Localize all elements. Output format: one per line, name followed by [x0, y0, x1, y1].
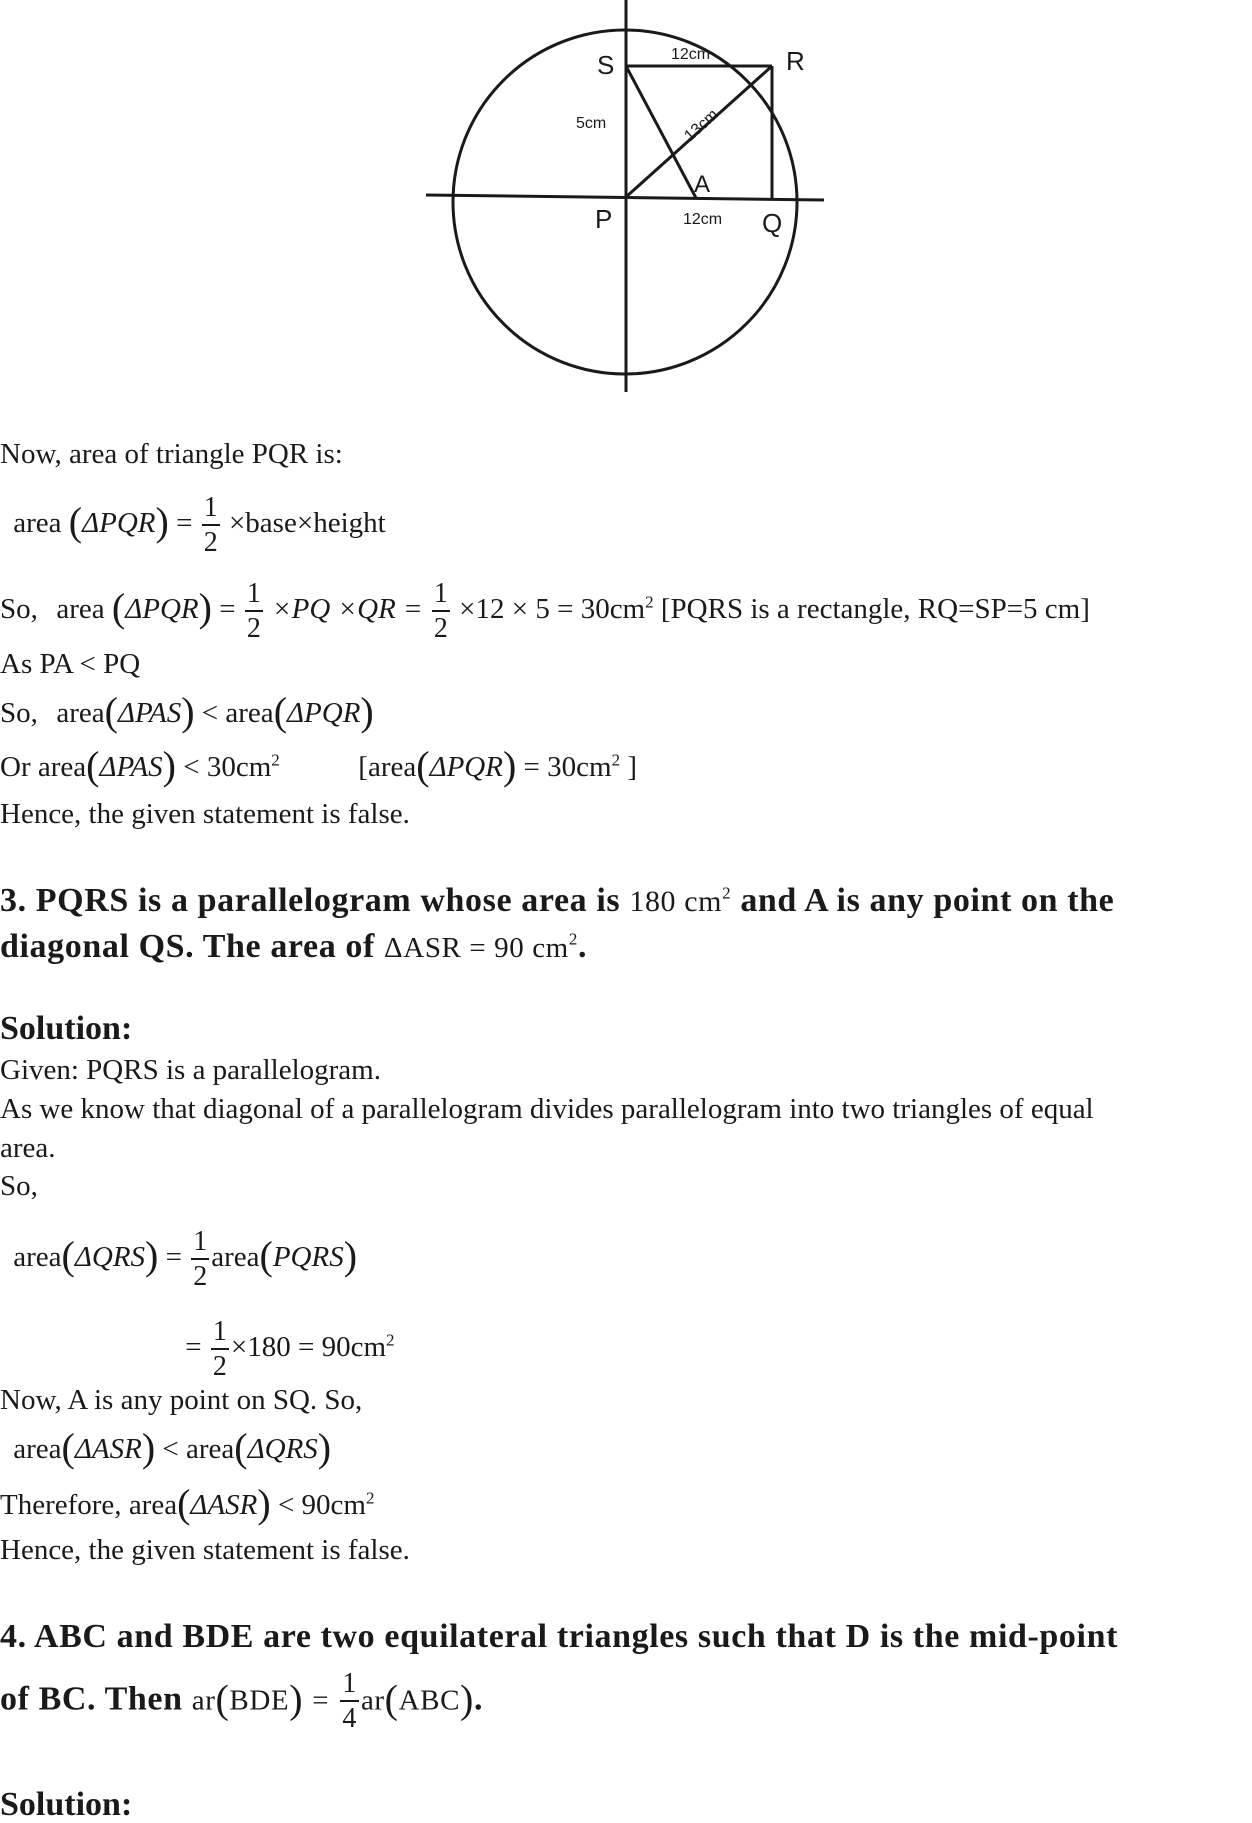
q3-now: Now, A is any point on SQ. So,	[0, 1384, 363, 1416]
paren-open: (	[111, 585, 126, 631]
q3-therefore	[0, 1481, 375, 1526]
squared: 2	[722, 883, 732, 903]
q2-as-pa: As PA < PQ	[0, 648, 141, 680]
equals: =	[312, 1684, 330, 1717]
triangle-qrs: ΔQRS	[74, 1241, 146, 1274]
area-word: area	[56, 697, 105, 729]
paren-open: (	[416, 743, 430, 788]
triangle-pqr: ΔPQR	[82, 507, 156, 540]
paren-open: (	[61, 1425, 75, 1470]
q4-heading-line1: 4. ABC and BDE are two equilateral triangles such that D is the mid-point	[0, 1618, 1119, 1655]
squared: 2	[366, 1488, 375, 1508]
paren-close: )	[155, 499, 169, 545]
paren-open: (	[104, 689, 118, 734]
q3-so: So,	[0, 1170, 38, 1202]
paren-open: (	[384, 1676, 399, 1722]
paren-close: )	[360, 689, 374, 734]
q3-given: Given: PQRS is a parallelogram.	[0, 1054, 381, 1086]
triangle-asr: ΔASR	[74, 1433, 142, 1465]
area-word: area	[56, 593, 105, 626]
fraction-half: $\frac{1}{2}$	[246, 578, 261, 644]
so-word: So,	[0, 697, 38, 729]
less-than-90: < 90cm	[277, 1489, 366, 1521]
label-a: A	[694, 171, 711, 198]
ar-word: ar	[191, 1684, 216, 1717]
area-word: area	[225, 697, 274, 729]
fraction-quarter: $\frac{1}{4}$	[342, 1668, 357, 1734]
close-bracket: ]	[627, 751, 638, 783]
q3-conclusion: Hence, the given statement is false.	[0, 1534, 410, 1566]
paren-close: )	[343, 1233, 358, 1279]
equals: =	[176, 507, 193, 540]
q2-or-line	[0, 743, 638, 788]
triangle-pqr: ΔPQR	[125, 593, 199, 626]
therefore-word: Therefore,	[0, 1489, 122, 1521]
measure-sp: 5cm	[576, 115, 607, 132]
fraction-half-2: $\frac{1}{2}$	[433, 578, 448, 644]
q4-heading-text: of BC. Then	[0, 1680, 183, 1718]
paren-open: (	[86, 743, 100, 788]
squared: 2	[611, 750, 621, 770]
q2-area-formula	[0, 494, 386, 557]
q3-know-line1: As we know that diagonal of a parallelogram divides parallelogram into two triangles of equal	[0, 1093, 1094, 1125]
bracket-area: [area	[358, 751, 417, 783]
paren-close: )	[289, 1676, 304, 1722]
area-word: area	[13, 1433, 62, 1465]
paren-open: (	[259, 1233, 273, 1279]
bde: BDE	[229, 1684, 290, 1717]
paren-open: (	[273, 689, 288, 734]
q3-know-line2: area.	[0, 1132, 56, 1164]
q2-area-calc	[0, 580, 1090, 643]
triangle-pas: ΔPAS	[118, 697, 182, 729]
area-word: area	[13, 507, 62, 540]
triangle-asr: ΔASR	[190, 1489, 258, 1521]
less-than-30: < 30cm	[183, 751, 272, 783]
measure-pr: 13cm	[681, 106, 722, 145]
q3-heading-line1	[0, 884, 1114, 918]
equals: =	[219, 593, 236, 626]
ar-word: ar	[360, 1684, 385, 1717]
paren-open: (	[177, 1481, 191, 1526]
fraction-half: $\frac{1}{2}$	[193, 1226, 208, 1292]
q3-asr-value: ΔASR = 90 cm	[384, 932, 569, 964]
area-word: area	[128, 1489, 178, 1521]
period: .	[577, 928, 588, 965]
q2-intro: Now, area of triangle PQR is:	[0, 438, 343, 470]
paren-open: (	[68, 499, 83, 545]
q3-compare	[0, 1425, 332, 1470]
squared: 2	[568, 929, 578, 949]
paren-close: )	[257, 1481, 271, 1526]
area-word: area	[186, 1433, 235, 1465]
period: .	[473, 1680, 484, 1718]
paren-close: )	[181, 689, 195, 734]
base-height: ×base×height	[228, 507, 386, 540]
label-r: R	[786, 46, 805, 76]
abc: ABC	[398, 1684, 461, 1717]
paren-close: )	[141, 1425, 156, 1470]
area-word: area	[211, 1241, 260, 1274]
q2-conclusion: Hence, the given statement is false.	[0, 798, 410, 830]
equals: =	[185, 1331, 202, 1364]
area-word: area	[13, 1241, 62, 1274]
triangle-qrs: ΔQRS	[247, 1433, 318, 1465]
measure-pq: 12cm	[683, 211, 723, 228]
q3-heading-line2	[0, 930, 587, 964]
q3-heading-text: 3. PQRS is a parallelogram whose area is	[0, 882, 621, 919]
pq-times-qr: ×PQ ×QR =	[272, 593, 423, 626]
measure-sr: 12cm	[671, 46, 711, 63]
paren-close: )	[145, 1233, 159, 1279]
q3-solution-label: Solution:	[0, 1010, 133, 1047]
fraction-half: $\frac{1}{2}$	[203, 492, 218, 558]
label-q: Q	[762, 208, 783, 238]
paren-close: )	[460, 1676, 474, 1722]
paren-open: (	[234, 1425, 248, 1470]
q3-heading-text-3: diagonal QS. The area of	[0, 928, 375, 965]
squared: 2	[271, 750, 280, 770]
q2-compare	[0, 689, 374, 734]
calc-value: ×180 = 90cm	[230, 1331, 386, 1364]
equals: =	[165, 1241, 182, 1274]
triangle-pqr: ΔPQR	[429, 751, 503, 783]
rectangle-note: [PQRS is a rectangle, RQ=SP=5 cm]	[660, 593, 1090, 626]
fraction-half: $\frac{1}{2}$	[212, 1316, 227, 1382]
label-s: S	[597, 50, 615, 80]
q4-heading-line2	[0, 1670, 483, 1733]
paren-open: (	[215, 1676, 230, 1722]
paren-close: )	[502, 743, 517, 788]
triangle-pas: ΔPAS	[99, 751, 163, 783]
paren-open: (	[61, 1233, 75, 1279]
pqrs: PQRS	[272, 1241, 344, 1274]
q3-area-qrs	[0, 1228, 357, 1291]
squared: 2	[386, 1330, 395, 1350]
q3-calc	[0, 1318, 395, 1381]
q3-area-value: 180 cm	[629, 885, 723, 918]
q4-solution-label: Solution:	[0, 1786, 133, 1823]
paren-close: )	[317, 1425, 332, 1470]
squared: 2	[645, 592, 654, 612]
so-word: So,	[0, 593, 38, 626]
equals-30: = 30cm	[523, 751, 612, 783]
geometry-figure	[420, 0, 830, 410]
numeric-calc: ×12 × 5 = 30cm	[459, 593, 646, 626]
paren-close: )	[162, 743, 176, 788]
paren-close: )	[198, 585, 212, 631]
triangle-pqr: ΔPQR	[287, 697, 361, 729]
label-p: P	[595, 204, 613, 234]
less-than: <	[162, 1433, 179, 1465]
q3-heading-text-2: and A is any point on the	[740, 882, 1115, 919]
or-area: Or area	[0, 751, 87, 783]
less-than: <	[201, 697, 219, 729]
